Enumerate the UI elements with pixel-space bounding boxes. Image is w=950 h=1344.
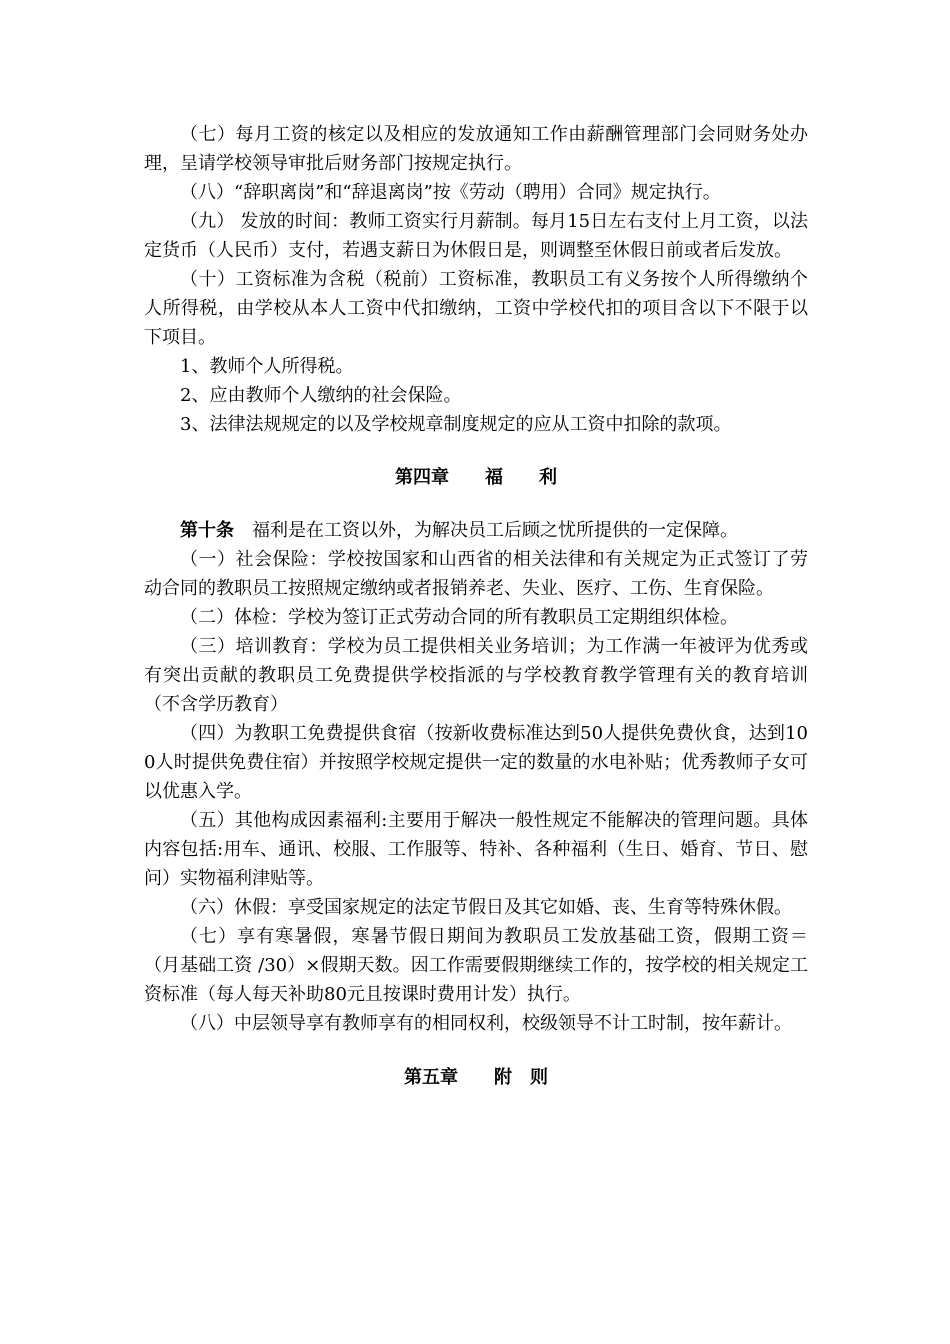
welfare-item-health-check: （二）体检：学校为签订正式劳动合同的所有教职员工定期组织体检。 <box>180 607 738 628</box>
welfare-item-other: （五）其他构成因素福利:主要用于解决一般性规定不能解决的管理问题。具体内容包括:用车、通讯、校服、工作服等、特补、各种福利（生日、婚育、节日、慰问）实物福利津贴等。 <box>144 810 808 889</box>
welfare-item-board-lodging: （四）为教职工免费提供食宿（按新收费标准达到50人提供免费伙食，达到100人时提供免费住宿）并按照学校规定提供一定的数量的水电补贴；优秀教师子女可以优惠入学。 <box>144 723 808 802</box>
chapter-5-title: 第五章 附 则 <box>404 1067 548 1088</box>
welfare-item-social-insurance: （一）社会保险：学校按国家和山西省的相关法律和有关规定为正式签订了劳动合同的教职员工按照规定缴纳或者报销养老、失业、医疗、工伤、生育保险。 <box>144 549 808 599</box>
document-page <box>144 120 808 1092</box>
welfare-item-leave: （六）休假：享受国家规定的法定节假日及其它如婚、丧、生育等特殊休假。 <box>180 897 792 918</box>
spacer <box>144 492 808 516</box>
article-10-text: 福利是在工资以外，为解决员工后顾之忧所提供的一定保障。 <box>234 520 738 541</box>
welfare-item-training: （三）培训教育：学校为员工提供相关业务培训；为工作满一年被评为优秀或有突出贡献的教职员工免费提供学校指派的与学校教育教学管理有关的教育培训（不含学历教育） <box>144 636 808 715</box>
list-item-income-tax: 1、教师个人所得税。 <box>180 356 354 377</box>
welfare-item-vacation: （七）享有寒暑假，寒暑节假日期间为教职员工发放基础工资，假期工资＝（月基础工资 /30）×假期天数。因工作需要假期继续工作的，按学校的相关规定工资标准（每人每天补助80元且按课时费用计发）执行。 <box>144 926 808 1005</box>
paragraph-10-tax-standard: （十）工资标准为含税（税前）工资标准，教职员工有义务按个人所得缴纳个人所得税，由学校从本人工资中代扣缴纳，工资中学校代扣的项目含以下不限于以下项目。 <box>144 269 808 348</box>
list-item-deductions: 3、法律法规规定的以及学校规章制度规定的应从工资中扣除的款项。 <box>180 414 732 435</box>
article-10-label: 第十条 <box>180 520 234 541</box>
paragraph-7-salary-approval: （七）每月工资的核定以及相应的发放通知工作由薪酬管理部门会同财务处办理，呈请学校领导审批后财务部门按规定执行。 <box>144 124 808 174</box>
spacer <box>144 439 808 463</box>
paragraph-8-resignation: （八）“辞职离岗”和“辞退离岗”按《劳动（聘用）合同》规定执行。 <box>180 182 721 203</box>
welfare-item-leadership: （八）中层领导享有教师享有的相同权利，校级领导不计工时制，按年薪计。 <box>180 1013 792 1034</box>
chapter-4-title: 第四章 福 利 <box>395 467 557 488</box>
paragraph-9-payment-time: （九） 发放的时间：教师工资实行月薪制。每月15日左右支付上月工资，以法定货币（人民币）支付，若遇支薪日为休假日是，则调整至休假日前或者后发放。 <box>144 211 808 261</box>
article-10 <box>144 516 808 545</box>
spacer <box>144 1038 808 1063</box>
list-item-social-insurance: 2、应由教师个人缴纳的社会保险。 <box>180 385 462 406</box>
